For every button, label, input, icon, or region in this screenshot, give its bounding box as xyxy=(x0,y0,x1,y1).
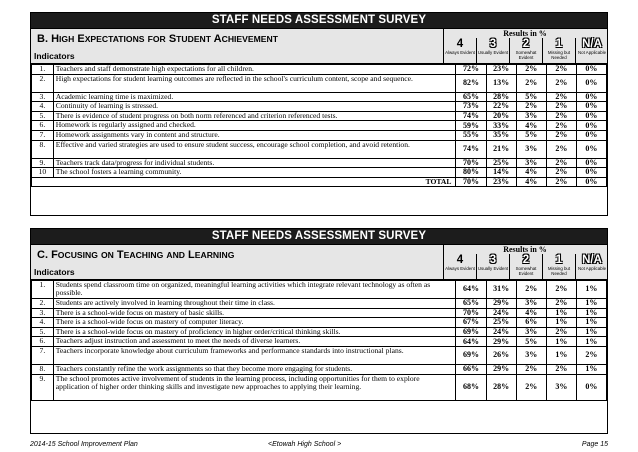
indicator-text: The school promotes active involvement of students in the learning process, including opportunities for them to explore application of higher order thinking skills and investigate new approaches to applying their learning. xyxy=(53,374,456,401)
percent-cell: 1% xyxy=(546,308,576,318)
percent-cell: 2% xyxy=(546,158,576,168)
percent-cell: 1% xyxy=(576,281,606,299)
total-percent-cell: 23% xyxy=(486,177,516,187)
percent-cell: 64% xyxy=(456,337,486,347)
percent-cell: 3% xyxy=(516,111,546,121)
indicators-label: Indicators xyxy=(34,51,75,61)
percent-cell: 4% xyxy=(516,308,546,318)
percent-cell: 4% xyxy=(516,168,546,178)
percent-cell: 1% xyxy=(546,318,576,328)
indicator-text: Homework assignments vary in content and structure. xyxy=(53,130,456,140)
percent-cell: 0% xyxy=(576,121,606,131)
percent-cell: 3% xyxy=(516,299,546,309)
percent-cell: 21% xyxy=(486,140,516,158)
percent-cell: 3% xyxy=(546,374,576,401)
percent-cell: 0% xyxy=(576,65,606,75)
percent-cell: 70% xyxy=(456,158,486,168)
total-percent-cell: 0% xyxy=(576,177,606,187)
row-number: 10 xyxy=(32,168,54,178)
section-header xyxy=(31,244,607,280)
percent-cell: 1% xyxy=(576,299,606,309)
percent-cell: 1% xyxy=(576,308,606,318)
percent-cell: 2% xyxy=(546,92,576,102)
percent-cell: 73% xyxy=(456,102,486,112)
indicator-text: There is a school-wide focus on mastery of proficiency in higher order/critical thinking skills. xyxy=(53,327,456,337)
percent-cell: 22% xyxy=(486,102,516,112)
percent-cell: 29% xyxy=(486,337,516,347)
percent-cell: 2% xyxy=(546,364,576,374)
percent-cell: 5% xyxy=(516,92,546,102)
percent-cell: 13% xyxy=(486,74,516,92)
percent-cell: 2% xyxy=(546,130,576,140)
row-number: 7. xyxy=(32,346,54,364)
percent-cell: 2% xyxy=(546,102,576,112)
percent-cell: 2% xyxy=(546,327,576,337)
percent-cell: 3% xyxy=(516,327,546,337)
percent-cell: 2% xyxy=(516,65,546,75)
row-number: 4. xyxy=(32,318,54,328)
rating-col-2: 2 Somewhat Evident xyxy=(509,254,542,279)
table-row xyxy=(32,102,607,112)
table-row xyxy=(32,74,607,92)
percent-cell: 59% xyxy=(456,121,486,131)
percent-cell: 4% xyxy=(516,121,546,131)
percent-cell: 2% xyxy=(546,281,576,299)
percent-cell: 2% xyxy=(546,111,576,121)
percent-cell: 0% xyxy=(576,74,606,92)
percent-cell: 1% xyxy=(576,337,606,347)
percent-cell: 1% xyxy=(576,364,606,374)
total-row xyxy=(32,177,607,187)
percent-cell: 2% xyxy=(516,374,546,401)
rating-col-1: 1 Missing but Needed xyxy=(542,254,575,279)
row-number: 2. xyxy=(32,74,54,92)
section-title: B. HIGH EXPECTATIONS FOR STUDENT ACHIEVEMENT xyxy=(37,33,278,45)
footer-school-name: <Etowah High School > xyxy=(268,441,342,448)
indicators-label: Indicators xyxy=(34,267,75,277)
percent-cell: 24% xyxy=(486,327,516,337)
percent-cell: 55% xyxy=(456,130,486,140)
table-row xyxy=(32,168,607,178)
percent-cell: 67% xyxy=(456,318,486,328)
percent-cell: 0% xyxy=(576,102,606,112)
percent-cell: 1% xyxy=(546,337,576,347)
indicator-text: Teachers and staff demonstrate high expectations for all children. xyxy=(53,65,456,75)
survey-section-b xyxy=(30,12,608,216)
percent-cell: 74% xyxy=(456,111,486,121)
percent-cell: 33% xyxy=(486,121,516,131)
percent-cell: 3% xyxy=(516,346,546,364)
percent-cell: 25% xyxy=(486,318,516,328)
percent-cell: 2% xyxy=(516,364,546,374)
table-row xyxy=(32,299,607,309)
table-row xyxy=(32,65,607,75)
indicator-text: Teachers constantly refine the work assignments so that they become more engaging for students. xyxy=(53,364,456,374)
percent-cell: 72% xyxy=(456,65,486,75)
rating-col-4: 4 Always Evident xyxy=(443,38,476,63)
indicator-table xyxy=(31,64,607,187)
percent-cell: 2% xyxy=(516,74,546,92)
total-label: TOTAL xyxy=(32,177,456,187)
row-number: 6. xyxy=(32,337,54,347)
percent-cell: 14% xyxy=(486,168,516,178)
percent-cell: 28% xyxy=(486,374,516,401)
indicator-text: There is evidence of student progress on both norm referenced and criterion referenced tests. xyxy=(53,111,456,121)
footer-page-number: Page 15 xyxy=(581,441,608,448)
indicator-text: Continuity of learning is stressed. xyxy=(53,102,456,112)
total-percent-cell: 4% xyxy=(516,177,546,187)
percent-cell: 2% xyxy=(546,65,576,75)
percent-cell: 20% xyxy=(486,111,516,121)
percent-cell: 2% xyxy=(546,121,576,131)
survey-section-c xyxy=(30,228,608,434)
rating-col-3: 3 Usually Evident xyxy=(476,254,509,279)
percent-cell: 24% xyxy=(486,308,516,318)
percent-cell: 28% xyxy=(486,92,516,102)
indicator-text: Homework is regularly assigned and checked. xyxy=(53,121,456,131)
percent-cell: 70% xyxy=(456,308,486,318)
percent-cell: 25% xyxy=(486,158,516,168)
table-row xyxy=(32,281,607,299)
percent-cell: 69% xyxy=(456,346,486,364)
percent-cell: 0% xyxy=(576,168,606,178)
percent-cell: 2% xyxy=(546,168,576,178)
percent-cell: 2% xyxy=(576,346,606,364)
percent-cell: 5% xyxy=(516,337,546,347)
indicator-text: Students are actively involved in learning throughout their time in class. xyxy=(53,299,456,309)
percent-cell: 29% xyxy=(486,299,516,309)
row-number: 3. xyxy=(32,308,54,318)
indicator-text: Students spend classroom time on organized, meaningful learning activities which integrate relevant technology as often as possible. xyxy=(53,281,456,299)
row-number: 3. xyxy=(32,92,54,102)
percent-cell: 82% xyxy=(456,74,486,92)
percent-cell: 23% xyxy=(486,65,516,75)
indicator-text: Effective and varied strategies are used to ensure student success, encourage school completion, and avoid retention. xyxy=(53,140,456,158)
percent-cell: 3% xyxy=(516,158,546,168)
table-row xyxy=(32,346,607,364)
percent-cell: 69% xyxy=(456,327,486,337)
rating-col-na: N/A Not Applicable xyxy=(575,38,608,63)
percent-cell: 2% xyxy=(546,299,576,309)
indicator-text: Teachers adjust instruction and assessment to meet the needs of diverse learners. xyxy=(53,337,456,347)
percent-cell: 2% xyxy=(546,140,576,158)
percent-cell: 1% xyxy=(546,346,576,364)
row-number: 4. xyxy=(32,102,54,112)
section-title: C. FOCUSING ON TEACHING AND LEARNING xyxy=(37,249,235,261)
rating-col-1: 1 Missing but Needed xyxy=(542,38,575,63)
percent-cell: 0% xyxy=(576,111,606,121)
percent-cell: 2% xyxy=(516,281,546,299)
percent-cell: 66% xyxy=(456,364,486,374)
row-number: 6. xyxy=(32,121,54,131)
results-label: Results in % xyxy=(503,29,547,38)
percent-cell: 0% xyxy=(576,374,606,401)
percent-cell: 26% xyxy=(486,346,516,364)
percent-cell: 74% xyxy=(456,140,486,158)
indicator-text: There is a school-wide focus on mastery of computer literacy. xyxy=(53,318,456,328)
percent-cell: 29% xyxy=(486,364,516,374)
survey-banner: STAFF NEEDS ASSESSMENT SURVEY xyxy=(31,229,607,244)
rating-col-na: N/A Not Applicable xyxy=(575,254,608,279)
percent-cell: 65% xyxy=(456,92,486,102)
table-row xyxy=(32,140,607,158)
row-number: 7. xyxy=(32,130,54,140)
indicator-text: Teachers track data/progress for individual students. xyxy=(53,158,456,168)
total-percent-cell: 70% xyxy=(456,177,486,187)
row-number: 2. xyxy=(32,299,54,309)
row-number: 9. xyxy=(32,374,54,401)
percent-cell: 0% xyxy=(576,140,606,158)
percent-cell: 0% xyxy=(576,130,606,140)
row-number: 1. xyxy=(32,65,54,75)
percent-cell: 0% xyxy=(576,92,606,102)
footer-plan-title: 2014-15 School Improvement Plan xyxy=(30,441,138,448)
table-row xyxy=(32,364,607,374)
total-percent-cell: 2% xyxy=(546,177,576,187)
results-label: Results in % xyxy=(503,245,547,254)
indicator-text: The school fosters a learning community. xyxy=(53,168,456,178)
indicator-text: Academic learning time is maximized. xyxy=(53,92,456,102)
percent-cell: 80% xyxy=(456,168,486,178)
percent-cell: 6% xyxy=(516,318,546,328)
rating-col-4: 4 Always Evident xyxy=(443,254,476,279)
survey-banner: STAFF NEEDS ASSESSMENT SURVEY xyxy=(31,13,607,28)
table-row xyxy=(32,130,607,140)
row-number: 8. xyxy=(32,140,54,158)
percent-cell: 64% xyxy=(456,281,486,299)
indicator-text: Teachers incorporate knowledge about curriculum frameworks and performance standards into instructional plans. xyxy=(53,346,456,364)
indicator-table xyxy=(31,280,607,401)
percent-cell: 68% xyxy=(456,374,486,401)
percent-cell: 3% xyxy=(516,140,546,158)
row-number: 5. xyxy=(32,327,54,337)
table-row xyxy=(32,318,607,328)
rating-col-2: 2 Somewhat Evident xyxy=(509,38,542,63)
percent-cell: 1% xyxy=(576,327,606,337)
rating-col-3: 3 Usually Evident xyxy=(476,38,509,63)
percent-cell: 1% xyxy=(576,318,606,328)
table-row xyxy=(32,374,607,401)
indicator-text: High expectations for student learning outcomes are reflected in the school's curriculum content, scope and sequence. xyxy=(53,74,456,92)
row-number: 8. xyxy=(32,364,54,374)
row-number: 1. xyxy=(32,281,54,299)
percent-cell: 0% xyxy=(576,158,606,168)
percent-cell: 2% xyxy=(546,74,576,92)
percent-cell: 5% xyxy=(516,130,546,140)
section-header xyxy=(31,28,607,64)
indicator-text: There is a school-wide focus on mastery of basic skills. xyxy=(53,308,456,318)
percent-cell: 35% xyxy=(486,130,516,140)
row-number: 9. xyxy=(32,158,54,168)
percent-cell: 65% xyxy=(456,299,486,309)
percent-cell: 31% xyxy=(486,281,516,299)
percent-cell: 2% xyxy=(516,102,546,112)
row-number: 5. xyxy=(32,111,54,121)
